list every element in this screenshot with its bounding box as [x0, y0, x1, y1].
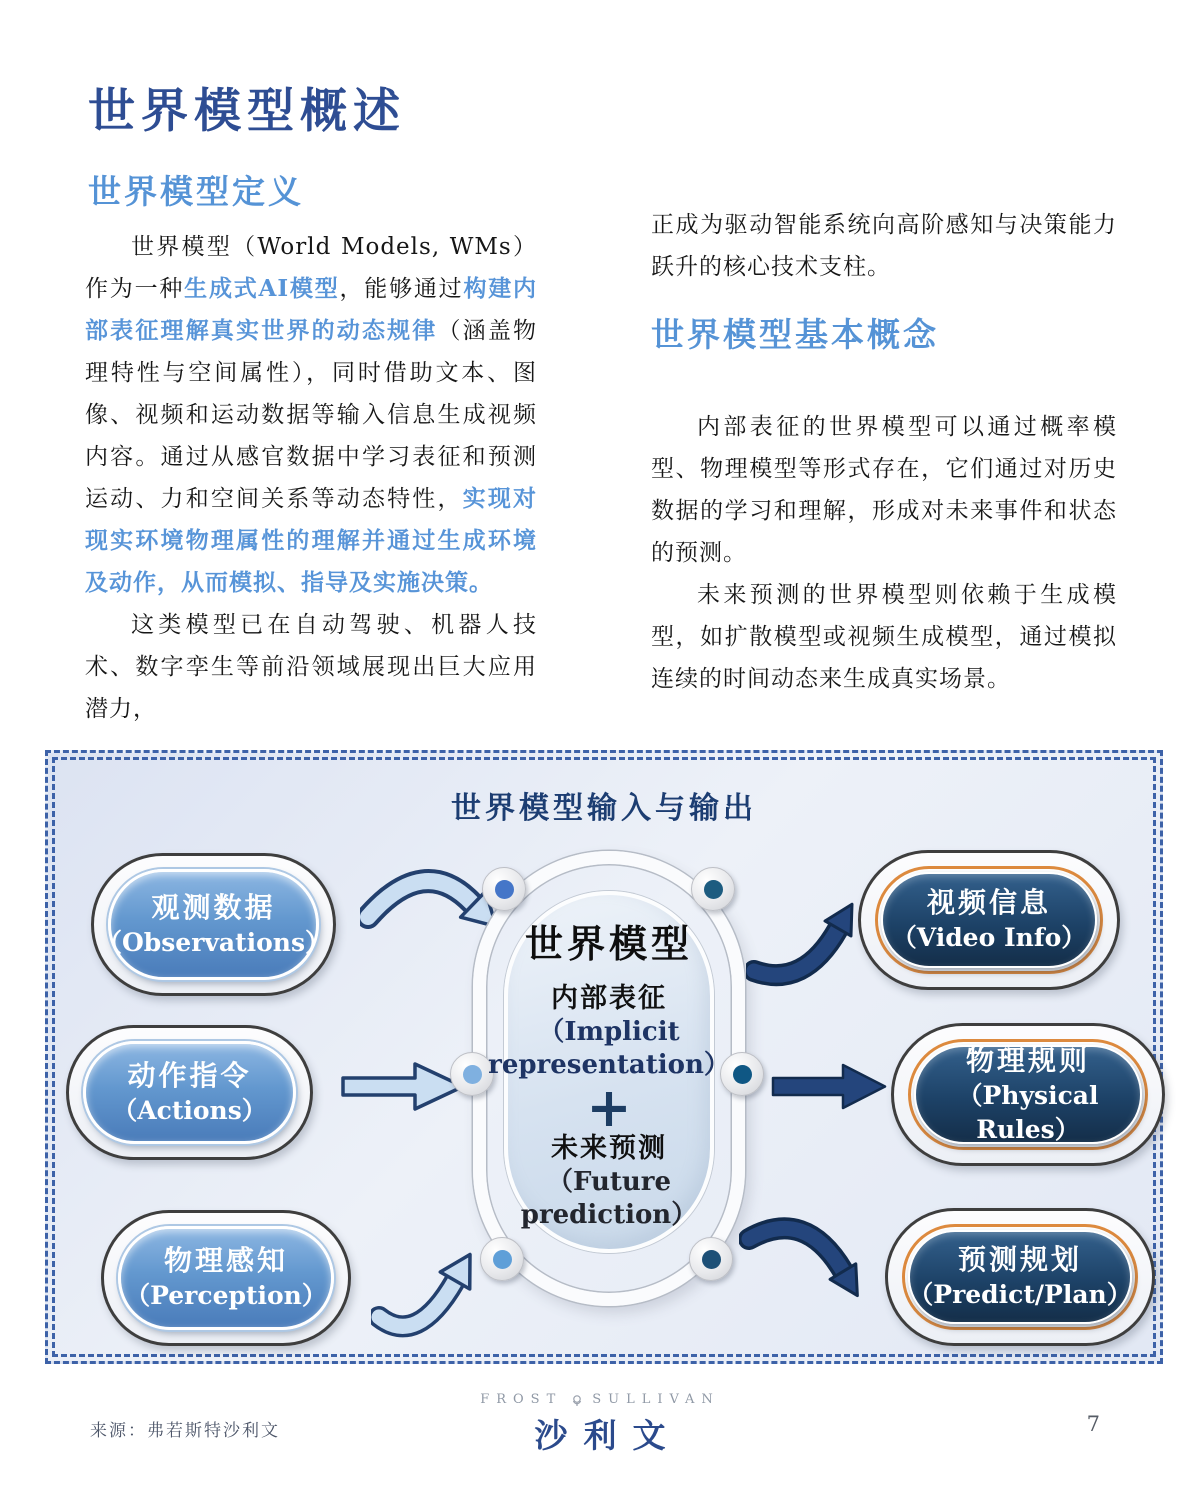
section-heading-concept: 世界模型基本概念 [651, 315, 939, 354]
input-pill-perception-body [118, 1226, 334, 1330]
text-run: ，能够通过 [339, 276, 464, 302]
output-pill-physical-rules-zh: 物理规则 [965, 1043, 1090, 1077]
input-pill-actions-zh: 动作指令 [127, 1058, 252, 1092]
page-title: 世界模型概述 [88, 84, 406, 139]
logo-chinese-name: 沙利文 [534, 1417, 682, 1454]
input-pill-observations-zh: 观测数据 [151, 890, 276, 924]
output-pill-video-info-body [881, 872, 1097, 968]
ring-node-bottom-right [689, 1237, 733, 1281]
ring-node-top-left-dot [495, 880, 514, 899]
output-pill-physical-rules [891, 1023, 1165, 1166]
output-pill-physical-rules-en: （Physical Rules） [957, 1080, 1099, 1144]
text-run: 实现对现实环境物理属性的理解并通过生成环境及动作，从而模拟、指导及实施决策。 [85, 485, 538, 596]
ring-node-mid-left-dot [463, 1065, 482, 1084]
input-pill-perception-zh: 物理感知 [163, 1244, 288, 1277]
arrow-model-to-predict-plan [739, 1209, 863, 1307]
logo-ornament-icon [570, 1393, 584, 1407]
output-pill-video-info-en: （Video Info） [891, 923, 1087, 952]
arrow-perception-to-model [371, 1243, 483, 1345]
output-pill-video-info-zh: 视频信息 [926, 886, 1051, 919]
world-model-item1-en: （Implicit representation） [488, 1016, 730, 1080]
output-pill-predict-plan-en: （Predict/Plan） [908, 1280, 1132, 1309]
right-text-column [651, 204, 1117, 700]
input-pill-perception [101, 1210, 351, 1346]
output-pill-video-info [858, 850, 1120, 990]
logo-frost-text: FROST [480, 1392, 563, 1407]
ring-node-top-right [691, 867, 735, 911]
text-run: （涵盖物理特性与空间属性），同时借助文本、图像、视频和运动数据等输入信息生成视频内容。通过从感官数据中学习表征和预测运动、力和空间关系等动态特性， [85, 318, 538, 512]
left-text-column [85, 226, 537, 730]
source-note: 来源：弗若斯特沙利文 [90, 1421, 280, 1441]
arrow-model-to-physical-rules [771, 1059, 889, 1114]
arrow-model-to-video-info [746, 899, 858, 991]
logo-sullivan-text: SULLIVAN [592, 1392, 720, 1407]
input-pill-perception-en: （Perception） [125, 1281, 327, 1310]
world-model-item2-zh: 未来预测 [551, 1132, 667, 1164]
frost-sullivan-logo [0, 1392, 1200, 1457]
ring-node-mid-right-dot [733, 1065, 752, 1084]
text-run: 世界模型（World Models, WMs）作为一种 [85, 234, 537, 302]
section-heading-definition: 世界模型定义 [88, 172, 304, 211]
world-model-title: 世界模型 [524, 920, 693, 966]
input-pill-observations [91, 853, 336, 996]
ring-node-top-left [482, 867, 526, 911]
paragraph-future-prediction: 未来预测的世界模型则依赖于生成模型，如扩散模型或视频生成模型，通过模拟连续的时间动态来生成真实场景。 [651, 582, 1117, 692]
input-pill-observations-en: （Observations） [96, 927, 331, 957]
input-pill-actions-body [83, 1041, 296, 1144]
diagram-panel [45, 750, 1163, 1364]
ring-node-bottom-left [480, 1237, 524, 1281]
output-pill-predict-plan-body [908, 1230, 1132, 1324]
world-model-item2-en: （Future prediction） [520, 1166, 698, 1230]
output-pill-physical-rules-body [914, 1045, 1142, 1144]
text-run: 构建内部表征理解真实世界的动态规律 [85, 275, 538, 344]
paragraph-applications-cont: 正成为驱动智能系统向高阶感知与决策能力跃升的核心技术支柱。 [651, 212, 1117, 280]
output-pill-video-info-ring [875, 866, 1103, 974]
logo-wordmark [0, 1392, 1200, 1407]
diagram-title: 世界模型输入与输出 [451, 791, 757, 826]
paragraph-definition [85, 226, 537, 604]
input-pill-actions [66, 1025, 313, 1160]
ring-node-bottom-left-dot [493, 1250, 512, 1269]
input-pill-actions-en: （Actions） [112, 1095, 267, 1125]
world-model-capsule [488, 891, 730, 1253]
ring-node-bottom-right-dot [702, 1250, 721, 1269]
world-model-item1-zh: 内部表征 [551, 982, 667, 1014]
paragraph-internal-representation: 内部表征的世界模型可以通过概率模型、物理模型等形式存在，它们通过对历史数据的学习和理解，形成对未来事件和状态的预测。 [651, 414, 1117, 566]
paragraph-applications: 这类模型已在自动驾驶、机器人技术、数字孪生等前沿领域展现出巨大应用潜力， [85, 612, 537, 722]
input-pill-observations-body [96, 869, 331, 980]
ring-node-top-right-dot [704, 880, 723, 899]
plus-icon: + [586, 1074, 632, 1139]
output-pill-predict-plan-zh: 预测规划 [957, 1243, 1082, 1276]
output-pill-predict-plan-ring [902, 1224, 1138, 1330]
text-run: 生成式AI模型 [184, 275, 340, 302]
page-number: 7 [1086, 1412, 1100, 1436]
output-pill-predict-plan [885, 1208, 1155, 1346]
output-pill-physical-rules-ring [908, 1039, 1148, 1150]
